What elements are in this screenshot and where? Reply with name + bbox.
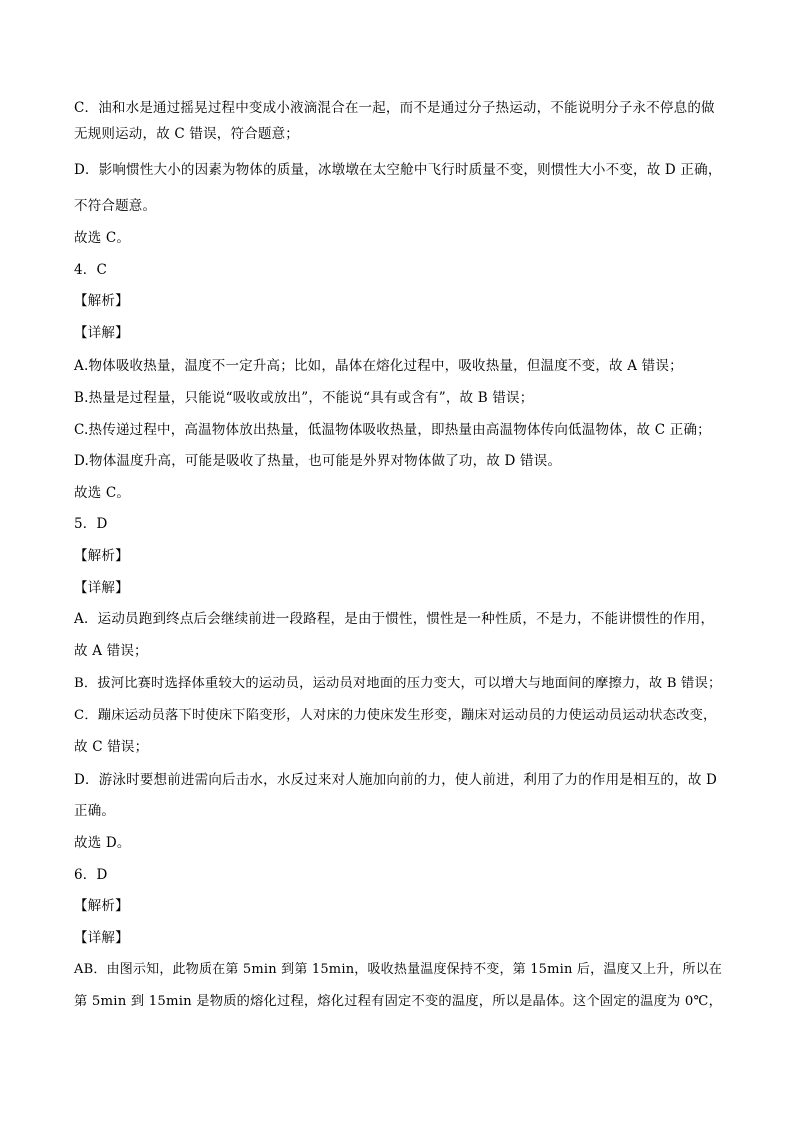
section-label-analysis: 【解析】 (74, 548, 129, 564)
text-line: D．影响惯性大小的因素为物体的质量，冰墩墩在太空舱中飞行时质量不变，则惯性大小不变，故 D 正确， (74, 162, 722, 178)
text-line: D．游泳时要想前进需向后击水，水反过来对人施加向前的力，使人前进，利用了力的作用是相互的，故 D (74, 772, 718, 788)
section-label-detail: 【详解】 (74, 580, 129, 596)
text-line: C.热传递过程中，高温物体放出热量，低温物体吸收热量，即热量由高温物体传向低温物体，故 C 正确； (74, 422, 711, 438)
text-line: D.物体温度升高，可能是吸收了热量，也可能是外界对物体做了功，故 D 错误。 (74, 453, 562, 469)
text-line: 故 A 错误； (74, 643, 148, 659)
text-line: AB．由图示知，此物质在第 5min 到第 15min，吸收热量温度保持不变，第 15min 后，温度又上升，所以在 (74, 962, 723, 977)
text-line: 故选 D。 (74, 835, 131, 851)
text-line: 第 5min 到 15min 是物质的熔化过程，熔化过程有固定不变的温度，所以是晶体。这个固定的温度为 0℃， (74, 994, 723, 1009)
text-line: A．运动员跑到终点后会继续前进一段路程，是由于惯性，惯性是一种性质，不是力，不能讲惯性的作用， (74, 611, 715, 627)
text-line: 正确。 (74, 803, 116, 819)
text-line: C．蹦床运动员落下时使床下陷变形，人对床的力使床发生形变，蹦床对运动员的力使运动员运动状态改变， (74, 708, 717, 723)
text-line: C．油和水是通过摇晃过程中变成小液滴混合在一起，而不是通过分子热运动，不能说明分子永不停息的做 (74, 100, 715, 116)
section-label-detail: 【详解】 (74, 930, 129, 946)
text-line: 故选 C。 (74, 485, 131, 501)
text-line: B.热量是过程量，只能说“吸收或放出”，不能说“具有或含有”，故 B 错误； (74, 390, 534, 406)
text-line: B．拔河比赛时选择体重较大的运动员，运动员对地面的压力变大，可以增大与地面间的摩擦力，故 B 错误； (74, 676, 722, 691)
text-line: 故选 C。 (74, 230, 131, 246)
section-label-analysis: 【解析】 (74, 898, 129, 914)
question-number: 5．D (74, 516, 108, 532)
section-label-analysis: 【解析】 (74, 293, 129, 309)
text-line: 故 C 错误； (74, 739, 149, 755)
text-line: A.物体吸收热量，温度不一定升高；比如，晶体在熔化过程中，吸收热量，但温度不变，故 A 错误； (74, 358, 683, 374)
text-line: 无规则运动，故 C 错误，符合题意； (74, 126, 300, 142)
question-number: 4．C (74, 262, 108, 278)
question-number: 6．D (74, 867, 108, 883)
text-line: 不符合题意。 (74, 198, 157, 214)
section-label-detail: 【详解】 (74, 325, 129, 341)
